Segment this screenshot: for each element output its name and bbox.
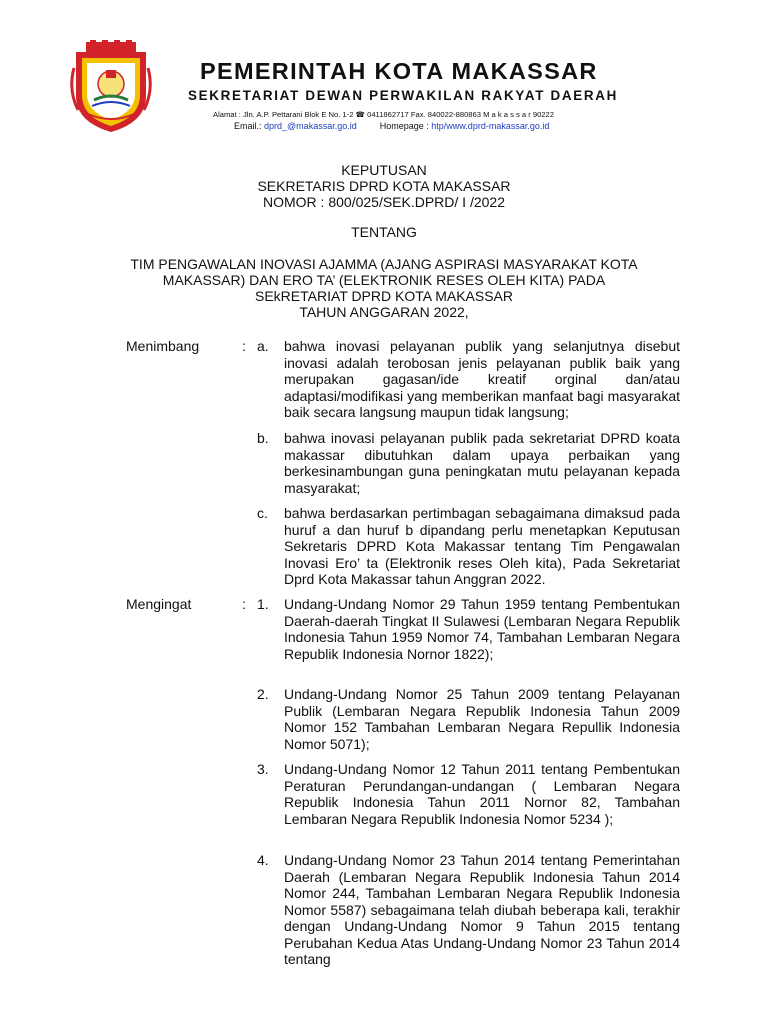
decree-number: NOMOR : 800/025/SEK.DPRD/ I /2022 — [263, 194, 505, 210]
mengingat-4-marker: 4. — [257, 852, 269, 868]
mengingat-1-marker: 1. — [257, 596, 269, 612]
menimbang-a-text: bahwa inovasi pelayanan publik yang selanjutnya disebut inovasi adalah terobosan jenis pelayanan publik baik yang merupakan gagasan/ide kreatif orginal dan/atau adaptasi/modifikasi yang memberikan manfaat bagi masyarakat baik secara langsung maupun tidak langsung; — [284, 338, 680, 420]
menimbang-label: Menimbang — [126, 338, 200, 354]
homepage-link[interactable]: htp/www.dprd-makassar.go.id — [431, 121, 550, 131]
homepage-label: Homepage : — [379, 121, 429, 131]
menimbang-colon: : — [242, 338, 246, 354]
email-link[interactable]: dprd_@makassar.go.id — [264, 121, 357, 131]
decree-title: KEPUTUSAN — [341, 162, 427, 178]
mengingat-label: Mengingat — [126, 596, 192, 612]
mengingat-3-text: Undang-Undang Nomor 12 Tahun 2011 tentang Pembentukan Peraturan Perundangan-undangan ( Lembaran Negara Republik Indonesia Tahun 2011 Nornor 82, Tambahan Lembaran Negara Republik Indonesia Nomor 5234 ); — [284, 761, 680, 827]
mengingat-colon: : — [242, 596, 246, 612]
subject-line-3: SEkRETARIAT DPRD KOTA MAKASSAR — [254, 288, 513, 304]
subject-line-2: MAKASSAR) DAN ERO TA’ (ELEKTRONIK RESES OLEH KITA) PADA — [162, 272, 606, 288]
menimbang-c-text: bahwa berdasarkan pertimbagan sebagaimana dimaksud pada huruf a dan huruf b dipandang perlu menetapkan Keputusan Sekretaris DPRD Kota Makassar tentang Tim Pengawalan Inovasi Ero’ ta (Elektronik reses Oleh kita), Pada Sekretariat Dprd Kota Makassar tahun Anggran 2022. — [284, 505, 680, 587]
mengingat-2-text: Undang-Undang Nomor 25 Tahun 2009 tentang Pelayanan Publik (Lembaran Negara Republik Indonesia Tahun 2009 Nomor 152 Tambahan Lembaran Negara Repullik Indonesia Nomor 5071); — [284, 686, 680, 752]
menimbang-b-marker: b. — [257, 430, 269, 446]
menimbang-c-marker: c. — [257, 505, 268, 521]
mengingat-2-marker: 2. — [257, 686, 269, 702]
email-label: Email.: — [234, 121, 262, 131]
mengingat-3-marker: 3. — [257, 761, 269, 777]
menimbang-b-text: bahwa inovasi pelayanan publik pada sekretariat DPRD koata makassar dibutuhkan dalam upaya perbaikan yang berkesinambungan guna peningkatan mutu pelayanan kepada masyarakat; — [284, 430, 680, 496]
tentang-heading: TENTANG — [351, 224, 417, 240]
letterhead-subtitle: SEKRETARIAT DEWAN PERWAKILAN RAKYAT DAERAH — [188, 88, 618, 103]
subject-line-1: TIM PENGAWALAN INOVASI AJAMMA (AJANG ASPIRASI MASYARAKAT KOTA — [130, 256, 638, 272]
mengingat-4-text: Undang-Undang Nomor 23 Tahun 2014 tentang Pemerintahan Daerah (Lembaran Negara Republik Indonesia Tahun 2014 Nomor 244, Tambahan Lembaran Negara Republik Indonesia Nomor 5587) sebagaimana telah diubah beberapa kali, terakhir dengan Undang-Undang Nomor 9 Tahun 2015 tentang Perubahan Kedua Atas Undang-Undang Nomor 23 Tahun 2014 tentang — [284, 852, 680, 967]
letterhead-address: Alamat : Jln. A.P. Pettarani Blok E No. 1-2 ☎ 0411862717 Fax. 840022-880863 M a k a s s a r 90222 — [213, 110, 554, 119]
letterhead-title: PEMERINTAH KOTA MAKASSAR — [200, 58, 598, 84]
menimbang-a-marker: a. — [257, 338, 269, 354]
makassar-city-emblem-icon — [68, 40, 154, 134]
mengingat-1-text: Undang-Undang Nomor 29 Tahun 1959 tentang Pembentukan Daerah-daerah Tingkat II Sulawesi (Lembaran Negara Republik Indonesia Tahun 1959 Nomor 74, Tambahan Lembaran Negara Republik Indonesia Nornor 1822); — [284, 596, 680, 662]
decree-issuer: SEKRETARIS DPRD KOTA MAKASSAR — [257, 178, 511, 194]
subject-line-4: TAHUN ANGGARAN 2022, — [299, 304, 469, 320]
letterhead-contact — [234, 121, 549, 131]
